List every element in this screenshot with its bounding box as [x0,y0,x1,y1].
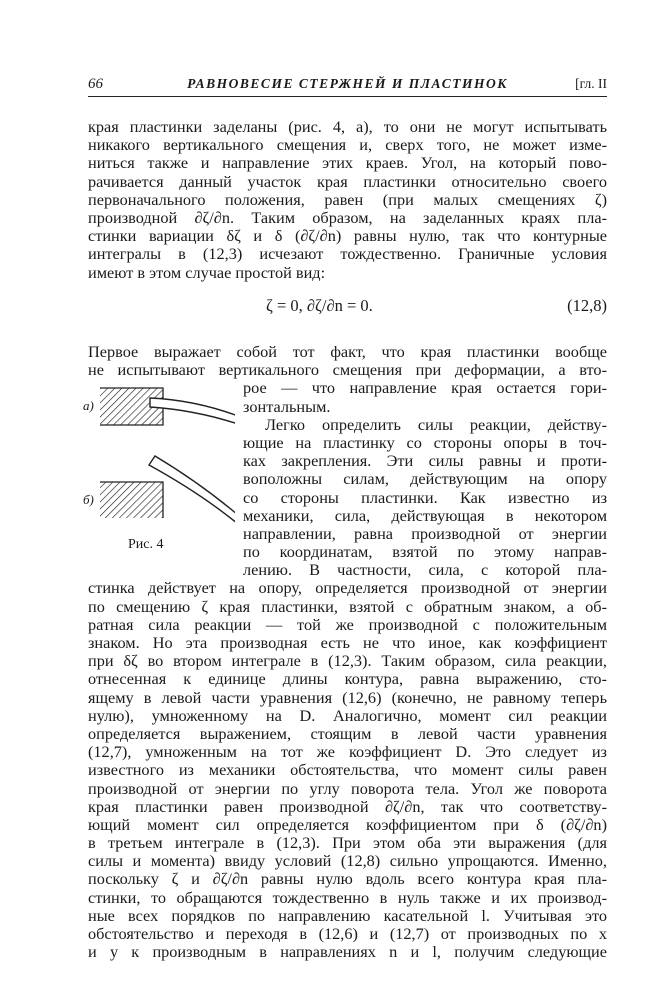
plate-clamping-diagram [75,378,235,538]
text-line: известного из механики обстоятельства, что момент силы равен [88,760,607,780]
text-line: стинки вариации δζ и δ (∂ζ/∂n) равны нулю, так что контурные [88,226,607,246]
equation-12-8 [88,292,607,322]
page-number: 66 [88,76,103,92]
running-header [88,74,607,97]
text-line: имеют в этом случае простой вид: [88,262,326,282]
text-line: рачивается данный участок края пластинки относительно своего [88,171,607,191]
figure-caption: Рис. 4 [128,537,164,552]
text-line: лению. В частности, сила, с которой пла- [243,560,607,580]
running-title: РАВНОВЕСИЕ СТЕРЖНЕЙ И ПЛАСТИНОК [187,76,508,91]
text-line: ратная сила реакции — той же производной с положительным [88,614,607,634]
text-line: рое — что направление края остается гори- [243,378,607,398]
text-line: края пластинки равен производной ∂ζ/∂n, так что соответству- [88,796,607,816]
text-line: стинки, то обращаются тождественно в нуль также и их производ- [88,887,607,907]
text-line: производной от энергии по углу поворота тела. Угол же поворота [88,778,607,798]
equation-number: (12,8) [567,296,607,315]
text-line: Первое выражает собой тот факт, что края пластинки вообще [88,342,607,361]
text-line: направлении, равна производной от энергии [243,523,607,543]
clamped-edge-diagram [100,388,235,425]
text-line: механики, сила, действующая в некотором [243,505,607,525]
paragraph-1 [88,118,607,282]
text-line: при δζ во втором интеграле в (12,3). Таким образом, сила реакции, [88,651,607,671]
text-line: обстоятельство и переходя в (12,6) и (12,7) от производных по x [88,924,607,943]
equation-formula: ζ = 0, ∂ζ/∂n = 0. [266,296,373,315]
text-line: по смещению ζ края пластинки, взятой с обратным знаком, а об- [88,596,607,616]
text-line: ные всех порядков по направлению касательной l. Учитывая это [88,905,607,925]
text-line: края пластинки заделаны (рис. 4, a), то они не могут испытывать [88,117,607,136]
supported-edge-diagram [100,456,235,524]
text-line: зонтальным. [243,396,331,416]
text-line: по координатам, взятой по этому направ- [243,542,607,562]
text-line: силы и момента) ввиду условий (12,8) сильно упрощаются. Именно, [88,851,607,871]
figure-label-a: а) [83,398,94,413]
figure-label-b: б) [83,492,94,507]
text-line: отнесенная к единице длины контура, равна выражению, сто- [88,669,607,689]
text-line: ящему в левой части уравнения (12,6) (конечно, не равному теперь [88,687,607,707]
text-line: производной ∂ζ/∂n. Таким образом, на заделанных краях пла- [88,207,607,227]
text-line: ющий момент сил определяется коэффициентом при δ (∂ζ/∂n) [88,814,607,834]
text-line: и y к производным в направлениях n и l, получим следующие [88,942,607,962]
text-line: Легко определить силы реакции, действу- [265,414,607,434]
text-line: никакого вертикального смещения и, сверх того, не может изме- [88,135,607,155]
text-line: первоначального положения, равен (при малых смещениях ζ) [88,189,607,209]
chapter-label: [гл. II [575,76,607,91]
text-line: интегралы в (12,3) исчезают тождественно. Граничные условия [88,244,607,264]
text-line: ниться также и направление этих краев. Угол, на который пово- [88,153,607,173]
text-line: ках закрепления. Эти силы равны и проти- [243,451,607,471]
text-line: поскольку ζ и ∂ζ/∂n равны нулю вдоль всего контура края пла- [88,869,607,889]
text-line: воположны силам, действующим на опору [243,469,607,489]
text-line: не испытывают вертикального смещения при деформации, а вто- [88,360,607,380]
text-line: ющие на пластинку со стороны опоры в точ- [243,432,607,452]
text-line: нулю), умноженному на D. Аналогично, момент сил реакции [88,705,607,725]
text-line: со стороны пластинки. Как известно из [243,487,607,507]
text-line: (12,7), умноженным на тот же коэффициент D. Это следует из [88,742,607,762]
text-line: в третьем интеграле в (12,3). При этом оба эти выражения (для [88,833,607,853]
figure-4 [75,378,235,543]
text-line: знаком. Но эта производная есть не что иное, как коэффициент [88,633,607,652]
text-line: определяется выражением, стоящим в левой части уравнения [88,723,607,743]
text-line: стинка действует на опору, определяется производной от энергии [88,578,607,598]
